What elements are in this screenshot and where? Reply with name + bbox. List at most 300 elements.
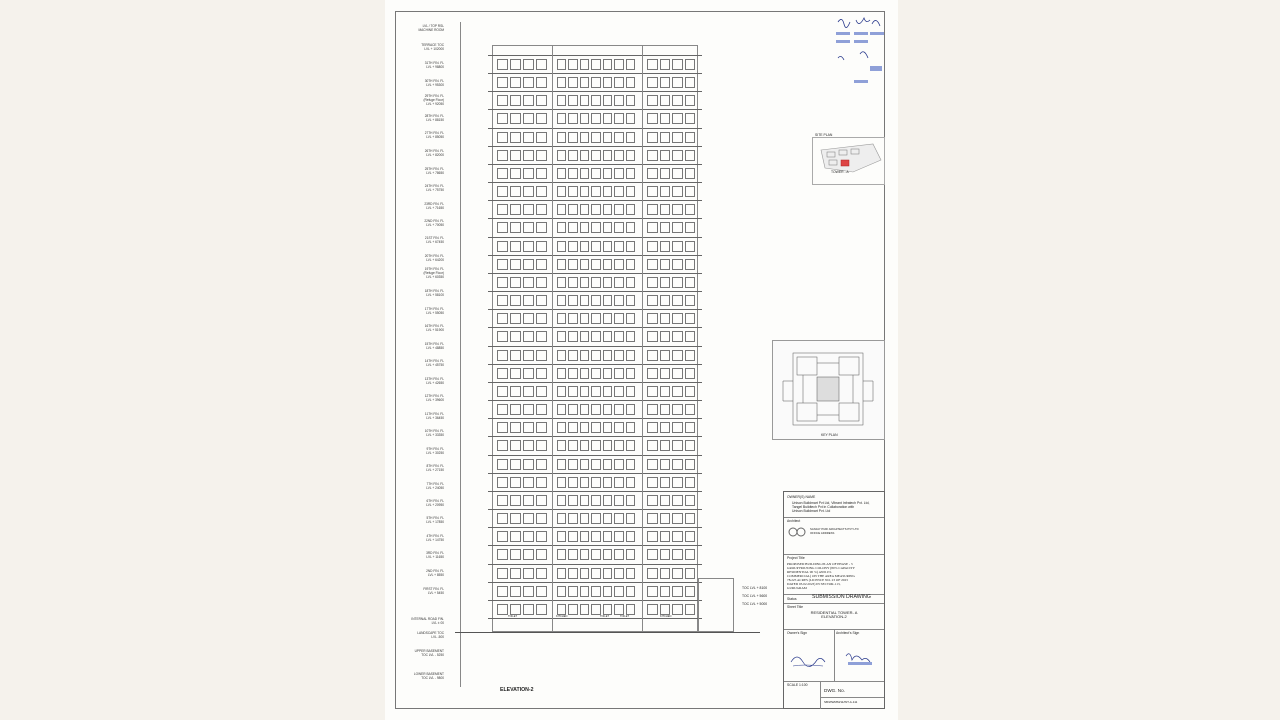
window	[580, 513, 589, 524]
window	[510, 440, 521, 451]
window	[647, 277, 658, 288]
floor-slab-line	[488, 291, 702, 292]
window	[614, 77, 623, 88]
window	[647, 295, 658, 306]
window	[557, 495, 566, 506]
window	[685, 95, 696, 106]
window	[523, 259, 534, 270]
window	[497, 168, 508, 179]
window	[603, 440, 612, 451]
window	[536, 77, 547, 88]
window	[672, 549, 683, 560]
window	[557, 77, 566, 88]
floor-slab-line	[488, 509, 702, 510]
window	[497, 150, 508, 161]
window	[603, 295, 612, 306]
level-label: 9TH FIN. FL LVL + 30250	[426, 447, 444, 455]
window	[647, 150, 658, 161]
window	[614, 95, 623, 106]
window	[647, 168, 658, 179]
window	[557, 531, 566, 542]
window	[672, 277, 683, 288]
level-label: 25TH FIN. FL LVL + 78650	[424, 167, 444, 175]
window	[497, 440, 508, 451]
window	[647, 350, 658, 361]
window	[510, 77, 521, 88]
window	[672, 586, 683, 597]
window	[591, 531, 600, 542]
dwg-label: DWG. No.	[824, 688, 845, 693]
window	[672, 350, 683, 361]
floor-slab-line	[488, 545, 702, 546]
window	[497, 241, 508, 252]
floor-slab-line	[488, 200, 702, 201]
floor-slab-line	[488, 255, 702, 256]
window	[672, 440, 683, 451]
window	[626, 531, 635, 542]
level-label: 28TH FIN. FL LVL + 88150	[424, 114, 444, 122]
window	[536, 132, 547, 143]
level-label: 26TH FIN. FL LVL + 82000	[424, 149, 444, 157]
window	[591, 59, 600, 70]
window	[568, 150, 577, 161]
window	[510, 549, 521, 560]
window	[557, 168, 566, 179]
window	[536, 531, 547, 542]
window	[591, 495, 600, 506]
window	[591, 150, 600, 161]
window	[685, 495, 696, 506]
floor-slab-line	[488, 327, 702, 328]
window	[672, 95, 683, 106]
window	[672, 313, 683, 324]
window	[536, 459, 547, 470]
level-axis-line	[460, 22, 461, 687]
site-plan-title: SITE PLAN	[815, 133, 833, 137]
window	[626, 113, 635, 124]
window	[497, 313, 508, 324]
level-label: 5TH FIN. FL LVL + 17850	[426, 516, 444, 524]
level-label: 20TH FIN. FL LVL + 64200	[424, 254, 444, 262]
window	[591, 404, 600, 415]
window	[614, 132, 623, 143]
floor-slab-line	[488, 418, 702, 419]
window	[591, 513, 600, 524]
window	[510, 368, 521, 379]
window	[603, 549, 612, 560]
window	[497, 259, 508, 270]
level-label: 2ND FIN. FL LVL + 8550	[426, 569, 444, 577]
level-label: TERRACE TOC LVL + 102000	[421, 43, 444, 51]
window	[660, 241, 671, 252]
window	[660, 404, 671, 415]
window	[580, 549, 589, 560]
window	[647, 368, 658, 379]
window	[614, 259, 623, 270]
window	[568, 59, 577, 70]
floor-slab-line	[488, 182, 702, 183]
window	[626, 513, 635, 524]
window	[497, 222, 508, 233]
window	[580, 459, 589, 470]
level-label: LVL / TOP RSL MACHINE ROOM	[418, 24, 444, 32]
window	[626, 386, 635, 397]
level-label: 3RD FIN. FL LVL + 11650	[426, 551, 444, 559]
window	[685, 241, 696, 252]
window	[614, 113, 623, 124]
floor-slab-line	[488, 582, 702, 583]
signatures-icon	[832, 14, 886, 90]
window	[660, 422, 671, 433]
level-label: 17TH FIN. FL LVL + 55050	[424, 307, 444, 315]
window	[660, 186, 671, 197]
window	[626, 241, 635, 252]
window	[603, 513, 612, 524]
window	[626, 568, 635, 579]
window	[614, 404, 623, 415]
floor-slab-line	[488, 309, 702, 310]
window	[672, 241, 683, 252]
window	[603, 350, 612, 361]
floor-slab-line	[488, 164, 702, 165]
window	[660, 368, 671, 379]
window	[672, 259, 683, 270]
level-label: 8TH FIN. FL LVL + 27150	[426, 464, 444, 472]
window	[603, 168, 612, 179]
level-label: 16TH FIN. FL LVL + 51900	[424, 324, 444, 332]
window	[536, 95, 547, 106]
window	[614, 150, 623, 161]
unit-label: TOILET	[600, 615, 610, 618]
window	[568, 222, 577, 233]
window	[614, 241, 623, 252]
window	[568, 350, 577, 361]
window	[626, 204, 635, 215]
window	[536, 241, 547, 252]
window	[614, 440, 623, 451]
window	[536, 277, 547, 288]
window	[510, 186, 521, 197]
window	[603, 204, 612, 215]
window	[497, 549, 508, 560]
window	[536, 350, 547, 361]
window	[647, 513, 658, 524]
window	[685, 368, 696, 379]
window	[580, 586, 589, 597]
window	[523, 295, 534, 306]
window	[557, 295, 566, 306]
key-plan-drawing	[773, 341, 884, 439]
scale: SCALE 1:100	[787, 683, 808, 687]
toc-label: TOC LVL + 8100	[742, 586, 768, 590]
key-plan	[772, 340, 885, 440]
window	[685, 331, 696, 342]
window	[626, 331, 635, 342]
window	[603, 459, 612, 470]
level-label: 7TH FIN. FL LVL + 24050	[426, 482, 444, 490]
window	[591, 113, 600, 124]
floor-slab-line	[488, 55, 702, 56]
window	[660, 150, 671, 161]
project-label: Project Title	[787, 556, 805, 560]
floor-slab-line	[488, 91, 702, 92]
window	[591, 313, 600, 324]
level-label: LOWER BASEMENT TOC LVL - 9800	[413, 672, 444, 680]
window	[660, 495, 671, 506]
window	[536, 604, 547, 615]
window	[523, 440, 534, 451]
window	[497, 586, 508, 597]
signature-block-top	[832, 14, 886, 90]
window	[510, 113, 521, 124]
window	[580, 150, 589, 161]
window	[672, 222, 683, 233]
site-plan	[812, 133, 885, 185]
window	[614, 59, 623, 70]
window	[685, 477, 696, 488]
window	[660, 222, 671, 233]
window	[523, 459, 534, 470]
window	[557, 477, 566, 488]
window	[536, 586, 547, 597]
window	[557, 186, 566, 197]
window	[626, 404, 635, 415]
window	[647, 568, 658, 579]
window	[672, 59, 683, 70]
window	[580, 495, 589, 506]
floor-slab-line	[488, 364, 702, 365]
window	[660, 531, 671, 542]
window	[626, 168, 635, 179]
window	[647, 77, 658, 88]
window	[568, 495, 577, 506]
drawing-title: ELEVATION-2	[500, 687, 534, 693]
sheet-label: Sheet Title	[787, 605, 804, 609]
window	[536, 204, 547, 215]
window	[523, 331, 534, 342]
window	[626, 150, 635, 161]
window	[497, 368, 508, 379]
window	[672, 422, 683, 433]
window	[614, 222, 623, 233]
window	[647, 422, 658, 433]
window	[685, 513, 696, 524]
window	[580, 295, 589, 306]
window	[647, 241, 658, 252]
floor-slab-line	[488, 436, 702, 437]
level-label: 19TH FIN. FL (Refuge Floor) LVL + 60350	[423, 267, 444, 279]
window	[568, 313, 577, 324]
level-label: 11TH FIN. FL LVL + 36450	[424, 412, 444, 420]
sheet-value: RESIDENTIAL TOWER- A ELEVATION-2	[810, 610, 858, 619]
window	[672, 77, 683, 88]
ground-line	[455, 632, 760, 633]
window	[614, 331, 623, 342]
title-block	[783, 491, 885, 709]
window	[603, 331, 612, 342]
window	[497, 277, 508, 288]
window	[660, 295, 671, 306]
window	[591, 204, 600, 215]
window	[685, 440, 696, 451]
window	[523, 241, 534, 252]
window	[568, 259, 577, 270]
floor-slab-line	[488, 128, 702, 129]
window	[510, 295, 521, 306]
window	[603, 113, 612, 124]
floor-slab-line	[488, 400, 702, 401]
window	[580, 95, 589, 106]
window	[603, 313, 612, 324]
window	[614, 604, 623, 615]
window	[614, 368, 623, 379]
window	[580, 168, 589, 179]
window	[626, 95, 635, 106]
window	[580, 113, 589, 124]
floor-slab-line	[488, 237, 702, 238]
window	[660, 604, 671, 615]
window	[591, 568, 600, 579]
window	[591, 331, 600, 342]
window	[626, 368, 635, 379]
window	[626, 295, 635, 306]
window	[536, 440, 547, 451]
window	[591, 604, 600, 615]
window	[536, 404, 547, 415]
window	[580, 386, 589, 397]
window	[523, 350, 534, 361]
window	[497, 604, 508, 615]
window	[591, 368, 600, 379]
window	[591, 295, 600, 306]
window	[660, 59, 671, 70]
window	[660, 459, 671, 470]
architect-label: Architect	[787, 519, 801, 523]
window	[523, 113, 534, 124]
window	[536, 513, 547, 524]
window	[523, 168, 534, 179]
window	[614, 350, 623, 361]
site-plan-drawing	[813, 138, 884, 184]
window	[536, 568, 547, 579]
unit-label: KITCHEN	[556, 615, 568, 618]
window	[557, 132, 566, 143]
toc-labels	[742, 586, 767, 606]
window	[685, 313, 696, 324]
window	[557, 222, 566, 233]
floor-slab-line	[488, 73, 702, 74]
window	[557, 259, 566, 270]
window	[497, 404, 508, 415]
window	[660, 440, 671, 451]
window	[672, 568, 683, 579]
window	[672, 368, 683, 379]
window	[510, 586, 521, 597]
window	[523, 150, 534, 161]
window	[685, 568, 696, 579]
window	[568, 568, 577, 579]
window	[626, 277, 635, 288]
window	[685, 386, 696, 397]
window	[523, 586, 534, 597]
window	[626, 59, 635, 70]
unit-label: KITCHEN	[660, 615, 672, 618]
level-label: 21ST FIN. FL LVL + 67450	[424, 236, 444, 244]
window	[591, 459, 600, 470]
window	[568, 132, 577, 143]
window	[603, 95, 612, 106]
window	[568, 513, 577, 524]
window	[536, 549, 547, 560]
window	[510, 495, 521, 506]
window	[591, 422, 600, 433]
window	[523, 477, 534, 488]
window	[568, 386, 577, 397]
window	[603, 586, 612, 597]
window	[626, 586, 635, 597]
window	[568, 531, 577, 542]
window	[614, 422, 623, 433]
window	[647, 459, 658, 470]
window	[523, 186, 534, 197]
window	[580, 132, 589, 143]
window	[497, 77, 508, 88]
window	[580, 440, 589, 451]
window	[510, 386, 521, 397]
window	[614, 168, 623, 179]
window	[580, 313, 589, 324]
window	[523, 77, 534, 88]
window	[557, 549, 566, 560]
window	[497, 113, 508, 124]
window	[568, 404, 577, 415]
window	[603, 132, 612, 143]
window	[510, 59, 521, 70]
window	[523, 313, 534, 324]
floor-slab-line	[488, 273, 702, 274]
window	[614, 186, 623, 197]
window	[626, 132, 635, 143]
level-label: 24TH FIN. FL LVL + 75750	[424, 184, 444, 192]
window	[603, 186, 612, 197]
floor-slab-line	[488, 109, 702, 110]
window	[591, 77, 600, 88]
window	[672, 459, 683, 470]
window	[557, 350, 566, 361]
window	[497, 513, 508, 524]
window	[580, 186, 589, 197]
window	[660, 331, 671, 342]
lobby-annex	[698, 578, 734, 632]
window	[647, 186, 658, 197]
window	[672, 331, 683, 342]
window	[536, 331, 547, 342]
window	[660, 386, 671, 397]
floor-slab-line	[488, 346, 702, 347]
window	[626, 549, 635, 560]
window	[510, 241, 521, 252]
window	[568, 368, 577, 379]
level-label: 4TH FIN. FL LVL + 14750	[426, 534, 444, 542]
toc-label: TOC LVL + 5600	[742, 594, 768, 598]
window	[672, 204, 683, 215]
window	[626, 422, 635, 433]
window	[580, 531, 589, 542]
window	[672, 604, 683, 615]
window	[660, 95, 671, 106]
window	[523, 531, 534, 542]
window	[685, 604, 696, 615]
